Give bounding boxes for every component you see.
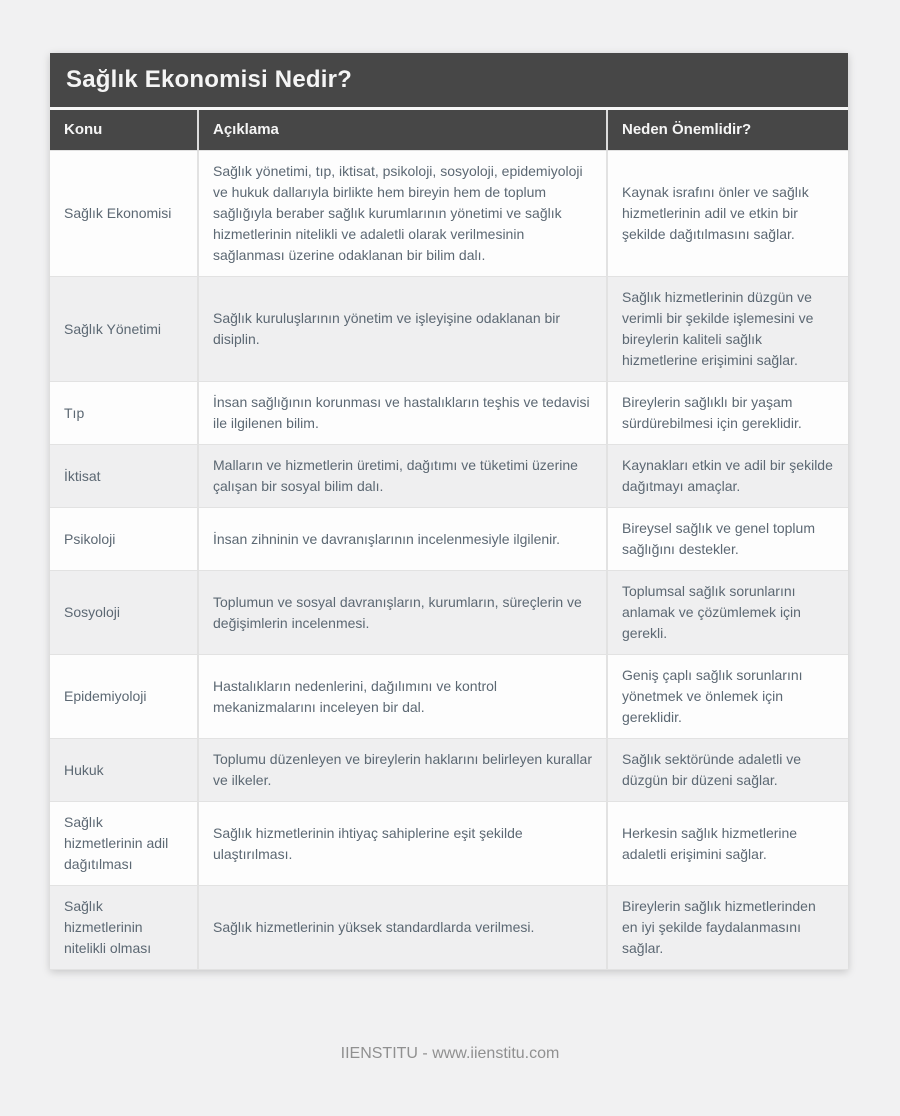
table-card <box>50 53 848 970</box>
topic-cell: Sosyoloji <box>50 571 198 655</box>
importance-cell: Bireylerin sağlık hizmetlerinden en iyi şekilde faydalanmasını sağlar. <box>607 886 848 970</box>
description-cell: Sağlık yönetimi, tıp, iktisat, psikoloji, sosyoloji, epidemiyoloji ve hukuk dallarıyla birlikte hem bireyin hem de toplum sağlığıyla beraber sağlık kurumlarının yönetimi ve sağlık hizmetlerinin nitelikli ve adaletli olarak verilmesinin sağlanması üzerine odaklanan bir bilim dalı. <box>198 151 607 277</box>
description-cell: Malların ve hizmetlerin üretimi, dağıtımı ve tüketimi üzerine çalışan bir sosyal bilim dalı. <box>198 445 607 508</box>
table-row <box>50 739 848 802</box>
importance-cell: Geniş çaplı sağlık sorunlarını yönetmek ve önlemek için gereklidir. <box>607 655 848 739</box>
table-row <box>50 886 848 970</box>
table-row <box>50 655 848 739</box>
health-economics-table <box>50 110 848 970</box>
table-row <box>50 151 848 277</box>
table-row <box>50 508 848 571</box>
topic-cell: Sağlık hizmetlerinin nitelikli olması <box>50 886 198 970</box>
description-cell: Sağlık hizmetlerinin ihtiyaç sahiplerine eşit şekilde ulaştırılması. <box>198 802 607 886</box>
topic-cell: Psikoloji <box>50 508 198 571</box>
description-cell: Sağlık kuruluşlarının yönetim ve işleyişine odaklanan bir disiplin. <box>198 277 607 382</box>
table-header-row <box>50 110 848 151</box>
table-row <box>50 571 848 655</box>
description-cell: Toplumun ve sosyal davranışların, kurumların, süreçlerin ve değişimlerin incelenmesi. <box>198 571 607 655</box>
topic-cell: İktisat <box>50 445 198 508</box>
table-row <box>50 802 848 886</box>
table-row <box>50 382 848 445</box>
column-header-aciklama: Açıklama <box>198 110 607 151</box>
table-row <box>50 277 848 382</box>
importance-cell: Herkesin sağlık hizmetlerine adaletli erişimini sağlar. <box>607 802 848 886</box>
topic-cell: Sağlık Ekonomisi <box>50 151 198 277</box>
description-cell: Sağlık hizmetlerinin yüksek standardlarda verilmesi. <box>198 886 607 970</box>
topic-cell: Epidemiyoloji <box>50 655 198 739</box>
topic-cell: Hukuk <box>50 739 198 802</box>
column-header-konu: Konu <box>50 110 198 151</box>
footer-branding: IIENSTITU - www.iienstitu.com <box>340 1045 560 1062</box>
importance-cell: Sağlık hizmetlerinin düzgün ve verimli bir şekilde işlemesini ve bireylerin kaliteli sağlık hizmetlerine erişimini sağlar. <box>607 277 848 382</box>
table-body <box>50 151 848 970</box>
topic-cell: Sağlık hizmetlerinin adil dağıtılması <box>50 802 198 886</box>
topic-cell: Sağlık Yönetimi <box>50 277 198 382</box>
importance-cell: Bireylerin sağlıklı bir yaşam sürdürebilmesi için gereklidir. <box>607 382 848 445</box>
importance-cell: Kaynakları etkin ve adil bir şekilde dağıtmayı amaçlar. <box>607 445 848 508</box>
column-header-neden-onemlidir: Neden Önemlidir? <box>607 110 848 151</box>
description-cell: Hastalıkların nedenlerini, dağılımını ve kontrol mekanizmalarını inceleyen bir dal. <box>198 655 607 739</box>
table-row <box>50 445 848 508</box>
importance-cell: Sağlık sektöründe adaletli ve düzgün bir düzeni sağlar. <box>607 739 848 802</box>
topic-cell: Tıp <box>50 382 198 445</box>
importance-cell: Kaynak israfını önler ve sağlık hizmetlerinin adil ve etkin bir şekilde dağıtılmasını sağlar. <box>607 151 848 277</box>
importance-cell: Bireysel sağlık ve genel toplum sağlığını destekler. <box>607 508 848 571</box>
page-title: Sağlık Ekonomisi Nedir? <box>50 53 848 110</box>
description-cell: İnsan zihninin ve davranışlarının incelenmesiyle ilgilenir. <box>198 508 607 571</box>
importance-cell: Toplumsal sağlık sorunlarını anlamak ve çözümlemek için gerekli. <box>607 571 848 655</box>
description-cell: Toplumu düzenleyen ve bireylerin haklarını belirleyen kurallar ve ilkeler. <box>198 739 607 802</box>
description-cell: İnsan sağlığının korunması ve hastalıkların teşhis ve tedavisi ile ilgilenen bilim. <box>198 382 607 445</box>
